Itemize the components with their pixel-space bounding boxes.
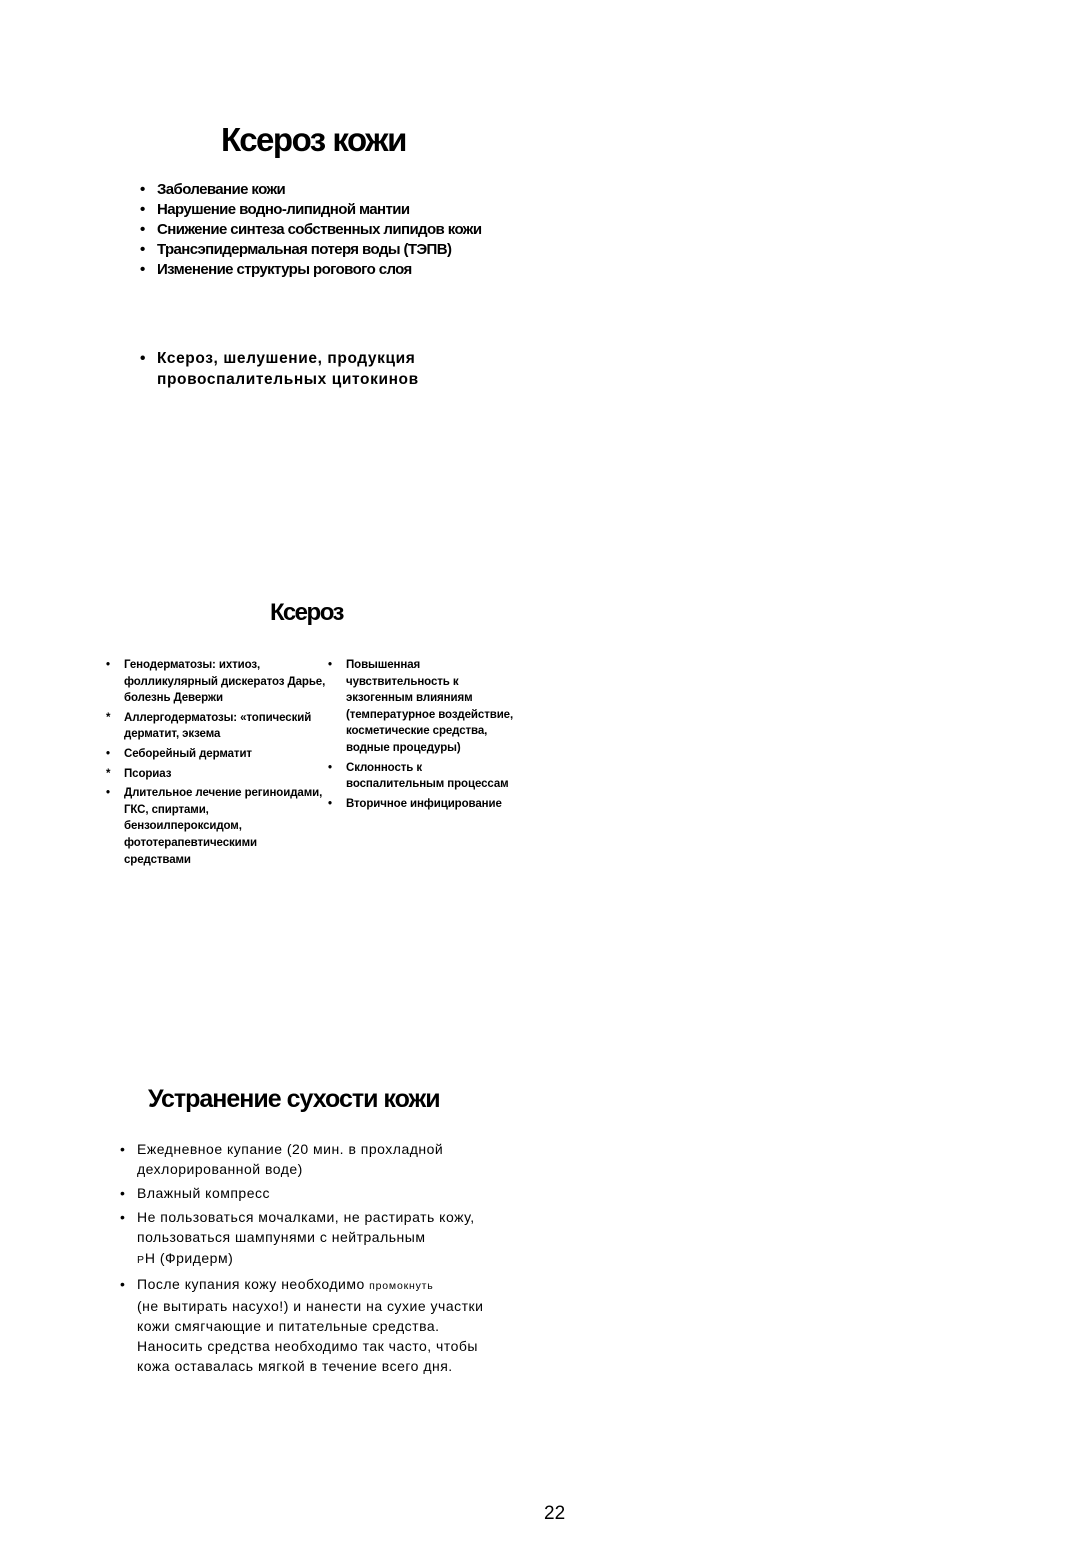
- list-item: [106, 785, 326, 868]
- list-item-text: Склонность к воспалительным процессам: [346, 761, 509, 791]
- list-item-text: Вторичное инфицирование: [346, 797, 502, 810]
- list-item: • Ксероз, шелушение, продукция провоспалительных цитокинов: [140, 348, 470, 390]
- xerosis-consequence-list: [140, 348, 470, 390]
- list-item: [106, 710, 326, 743]
- bullet-marker: •: [106, 747, 110, 760]
- bullet-marker: •: [328, 659, 332, 671]
- bullet-marker: •: [328, 797, 332, 810]
- bullet-marker: *: [106, 767, 111, 780]
- list-item-text: (не вытирать насухо!) и нанести на сухие участки кожи смягчающие и питательные средства. Наносить средства необходимо так часто, чтобы кожа оставалась мягкой в течение всего дня.: [137, 1297, 484, 1375]
- section-title-dryness-removal: Устранение сухости кожи: [148, 1085, 440, 1113]
- xerosis-definition-list: [140, 180, 481, 280]
- list-item: • Трансэпидермальная потеря воды (ТЭПВ): [140, 240, 481, 260]
- page-number: 22: [544, 1503, 566, 1524]
- list-item: • Ежедневное купание (20 мин. в прохладной дехлорированной воде): [120, 1139, 505, 1179]
- ph-text: H (Фридерм): [144, 1249, 234, 1266]
- list-item-text: Себорейный дерматит: [124, 747, 252, 760]
- causes-list-right: [328, 657, 518, 815]
- list-item-text: Повышенная чувствительность к экзогенным влияниям (температурное воздействие, косметические средства, водные процедуры): [346, 659, 514, 754]
- list-item: • Изменение структуры рогового слоя: [140, 260, 481, 280]
- list-item: • Снижение синтеза собственных липидов кожи: [140, 220, 481, 240]
- list-item: [120, 1274, 505, 1377]
- list-item: • Влажный компресс: [120, 1183, 505, 1203]
- list-item: [328, 760, 518, 793]
- list-item: • Заболевание кожи: [140, 180, 481, 200]
- list-item: [106, 766, 326, 783]
- list-item-text: Аллергодерматозы: «топический дерматит, экзема: [124, 711, 312, 741]
- section-title-xerosis: Ксероз: [270, 599, 343, 626]
- list-item: [120, 1207, 505, 1270]
- bullet-marker: •: [328, 761, 332, 774]
- list-item-text: Генодерматозы: ихтиоз, фолликулярный дискератоз Дарье, болезнь Девержи: [124, 659, 326, 705]
- ph-prefix: P: [137, 1253, 145, 1266]
- bullet-marker: •: [106, 659, 110, 671]
- bullet-marker: •: [106, 787, 110, 800]
- list-item-text: После купания кожу необходимо: [137, 1275, 365, 1292]
- list-item-text: Длительное лечение региноидами, ГКС, спиртами, бензоилпероксидом, фототерапевтическими средствами: [124, 787, 323, 866]
- list-item: [106, 746, 326, 763]
- list-item: [106, 657, 326, 707]
- causes-list-left: [106, 657, 326, 871]
- list-item-text: Псориаз: [124, 767, 172, 780]
- bullet-marker: *: [106, 711, 111, 724]
- list-item: [328, 657, 518, 757]
- section-title-xerosis-skin: Ксероз кожи: [221, 121, 406, 158]
- list-item: • Нарушение водно-липидной мантии: [140, 200, 481, 220]
- blot-word: промокнуть: [369, 1279, 434, 1292]
- list-item-text: Не пользоваться мочалками, не растирать кожу, пользоваться шампунями с нейтральным: [137, 1209, 475, 1246]
- list-item: [328, 796, 518, 813]
- dryness-care-list: [120, 1139, 505, 1380]
